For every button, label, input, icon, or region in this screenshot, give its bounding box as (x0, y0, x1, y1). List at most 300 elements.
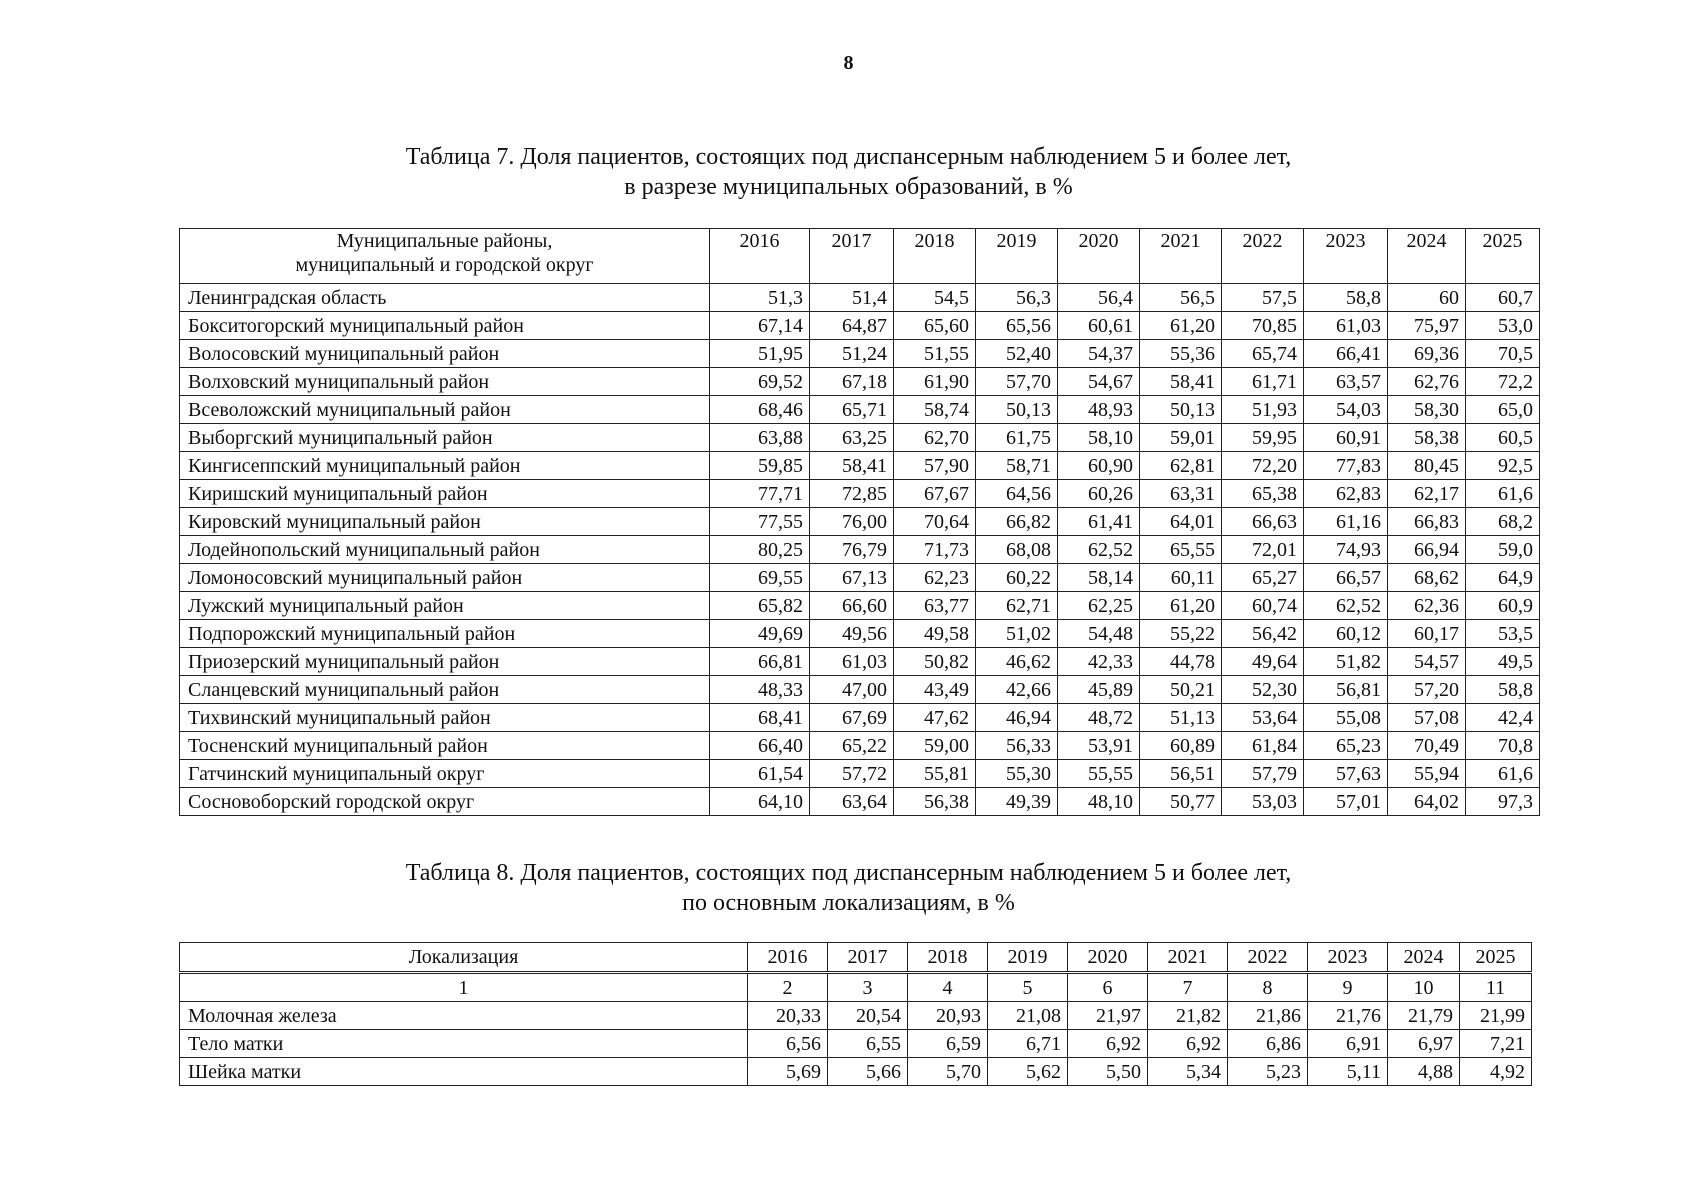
table7-cell: 64,01 (1140, 508, 1222, 536)
table7-cell: 75,97 (1388, 312, 1466, 340)
table7-cell: 57,90 (894, 452, 976, 480)
table7-cell: 52,40 (976, 340, 1058, 368)
table8-header-year: 2023 (1308, 943, 1388, 973)
table7-cell: 66,57 (1304, 564, 1388, 592)
table7-cell: 65,27 (1222, 564, 1304, 592)
table7-row-name: Приозерский муниципальный район (180, 648, 710, 676)
table8-header-year: 2020 (1068, 943, 1148, 973)
table7-cell: 53,64 (1222, 704, 1304, 732)
table8-column-number: 3 (828, 973, 908, 1002)
table7-cell: 60,17 (1388, 620, 1466, 648)
table7-cell: 66,94 (1388, 536, 1466, 564)
table8-row-name: Молочная железа (180, 1002, 748, 1030)
page-number: 8 (843, 52, 854, 74)
table7-header-year: 2020 (1058, 229, 1140, 284)
table7-cell: 65,22 (810, 732, 894, 760)
table7-cell: 54,67 (1058, 368, 1140, 396)
table7-cell: 60,61 (1058, 312, 1140, 340)
table7-cell: 61,41 (1058, 508, 1140, 536)
table8-column-number: 6 (1068, 973, 1148, 1002)
table7-cell: 76,00 (810, 508, 894, 536)
table7-cell: 65,55 (1140, 536, 1222, 564)
table7-cell: 62,23 (894, 564, 976, 592)
table7-row (180, 396, 1540, 424)
table7-cell: 67,14 (710, 312, 810, 340)
table8-header-year: 2022 (1228, 943, 1308, 973)
table7-row (180, 480, 1540, 508)
table7-cell: 43,49 (894, 676, 976, 704)
table7-row (180, 508, 1540, 536)
table7-row-name: Лодейнопольский муниципальный район (180, 536, 710, 564)
table7-row-name: Гатчинский муниципальный округ (180, 760, 710, 788)
table7-cell: 58,38 (1388, 424, 1466, 452)
table7-cell: 58,8 (1304, 284, 1388, 312)
table7-cell: 64,87 (810, 312, 894, 340)
table8-header-year: 2016 (748, 943, 828, 973)
table8-cell: 5,23 (1228, 1058, 1308, 1086)
table8-cell: 21,79 (1388, 1002, 1460, 1030)
table7-header-year: 2019 (976, 229, 1058, 284)
table7-cell: 58,74 (894, 396, 976, 424)
table7-cell: 72,2 (1466, 368, 1540, 396)
table7-cell: 57,72 (810, 760, 894, 788)
table7-cell: 58,8 (1466, 676, 1540, 704)
table7-cell: 65,60 (894, 312, 976, 340)
table7-cell: 68,08 (976, 536, 1058, 564)
table7-cell: 70,8 (1466, 732, 1540, 760)
table7-cell: 66,81 (710, 648, 810, 676)
table7-cell: 49,58 (894, 620, 976, 648)
table7-cell: 63,57 (1304, 368, 1388, 396)
table7-cell: 64,9 (1466, 564, 1540, 592)
table7-cell: 51,55 (894, 340, 976, 368)
table7-cell: 48,10 (1058, 788, 1140, 816)
table7-cell: 55,55 (1058, 760, 1140, 788)
table7-cell: 62,52 (1304, 592, 1388, 620)
table7-cell: 57,20 (1388, 676, 1466, 704)
table7-cell: 51,24 (810, 340, 894, 368)
table7-title (0, 142, 1697, 202)
table7-cell: 58,41 (810, 452, 894, 480)
table8-header-year: 2018 (908, 943, 988, 973)
table7-header-row (180, 229, 1540, 284)
table7-row-name: Ломоносовский муниципальный район (180, 564, 710, 592)
table8-column-number: 5 (988, 973, 1068, 1002)
table7-cell: 47,62 (894, 704, 976, 732)
table8-cell: 5,34 (1148, 1058, 1228, 1086)
table7-cell: 56,5 (1140, 284, 1222, 312)
table7-cell: 50,82 (894, 648, 976, 676)
table7-cell: 61,84 (1222, 732, 1304, 760)
table7-header-year: 2018 (894, 229, 976, 284)
table8-row (180, 1058, 1532, 1086)
table7-cell: 72,85 (810, 480, 894, 508)
table8-title-line1: Таблица 8. Доля пациентов, состоящих под диспансерным наблюдением 5 и более лет, (405, 860, 1292, 886)
table7-cell: 68,2 (1466, 508, 1540, 536)
table7-row (180, 788, 1540, 816)
table7-row (180, 704, 1540, 732)
table7-header-name (180, 229, 710, 284)
table7-cell: 58,41 (1140, 368, 1222, 396)
table8-column-number: 7 (1148, 973, 1228, 1002)
table7-cell: 68,62 (1388, 564, 1466, 592)
table7-header-year: 2024 (1388, 229, 1466, 284)
table7-cell: 58,10 (1058, 424, 1140, 452)
table8-column-number: 10 (1388, 973, 1460, 1002)
table7-cell: 56,38 (894, 788, 976, 816)
table7-cell: 60 (1388, 284, 1466, 312)
table8-cell: 21,08 (988, 1002, 1068, 1030)
table7-header-name-line2: муниципальный и городской округ (295, 254, 594, 276)
table7-cell: 57,08 (1388, 704, 1466, 732)
table7-cell: 48,72 (1058, 704, 1140, 732)
table7-row-name: Сланцевский муниципальный район (180, 676, 710, 704)
table7-cell: 46,62 (976, 648, 1058, 676)
table8-column-number: 1 (180, 973, 748, 1002)
table7-cell: 65,38 (1222, 480, 1304, 508)
table7-row-name: Бокситогорский муниципальный район (180, 312, 710, 340)
table7-cell: 60,7 (1466, 284, 1540, 312)
table7-row-name: Кировский муниципальный район (180, 508, 710, 536)
table7-cell: 72,20 (1222, 452, 1304, 480)
table7-cell: 49,39 (976, 788, 1058, 816)
table7-header-year: 2022 (1222, 229, 1304, 284)
table7-cell: 65,71 (810, 396, 894, 424)
table7-cell: 57,5 (1222, 284, 1304, 312)
table7-cell: 62,17 (1388, 480, 1466, 508)
table7-row-name: Тосненский муниципальный район (180, 732, 710, 760)
table7-cell: 49,69 (710, 620, 810, 648)
table7-row (180, 452, 1540, 480)
table7-cell: 63,64 (810, 788, 894, 816)
table8-cell: 6,92 (1068, 1030, 1148, 1058)
table7-row-name: Выборгский муниципальный район (180, 424, 710, 452)
table7-cell: 54,48 (1058, 620, 1140, 648)
table8-cell: 20,54 (828, 1002, 908, 1030)
table7-cell: 63,77 (894, 592, 976, 620)
table7-cell: 59,01 (1140, 424, 1222, 452)
table7-cell: 65,74 (1222, 340, 1304, 368)
table7-row (180, 760, 1540, 788)
table7-cell: 62,83 (1304, 480, 1388, 508)
table8-column-number: 4 (908, 973, 988, 1002)
table7-row-name: Подпорожский муниципальный район (180, 620, 710, 648)
table7-cell: 65,56 (976, 312, 1058, 340)
table7-cell: 48,33 (710, 676, 810, 704)
table7-title-line2: в разрезе муниципальных образований, в % (624, 174, 1073, 200)
table7-cell: 53,0 (1466, 312, 1540, 340)
table7-body (180, 284, 1540, 816)
table7-cell: 62,71 (976, 592, 1058, 620)
table7-header-year: 2023 (1304, 229, 1388, 284)
table8-row-name: Тело матки (180, 1030, 748, 1058)
table7-cell: 60,89 (1140, 732, 1222, 760)
table7-cell: 66,63 (1222, 508, 1304, 536)
table7-header-year: 2016 (710, 229, 810, 284)
table7-cell: 56,4 (1058, 284, 1140, 312)
table7-cell: 70,85 (1222, 312, 1304, 340)
table8-header-year: 2025 (1460, 943, 1532, 973)
table7-cell: 55,08 (1304, 704, 1388, 732)
table7-cell: 50,77 (1140, 788, 1222, 816)
table8-title (0, 858, 1697, 918)
table8-cell: 6,55 (828, 1030, 908, 1058)
table7-cell: 66,82 (976, 508, 1058, 536)
table7-cell: 55,30 (976, 760, 1058, 788)
table7-cell: 56,51 (1140, 760, 1222, 788)
table7-cell: 59,85 (710, 452, 810, 480)
table7-cell: 52,30 (1222, 676, 1304, 704)
table7-cell: 67,13 (810, 564, 894, 592)
table7-cell: 51,13 (1140, 704, 1222, 732)
table8-header-year: 2021 (1148, 943, 1228, 973)
table8-header-name: Локализация (180, 943, 748, 973)
table7-row-name: Волосовский муниципальный район (180, 340, 710, 368)
table7-cell: 74,93 (1304, 536, 1388, 564)
table7-cell: 50,13 (1140, 396, 1222, 424)
table7-cell: 61,90 (894, 368, 976, 396)
table7-cell: 48,93 (1058, 396, 1140, 424)
table7-cell: 62,76 (1388, 368, 1466, 396)
table8-header-year: 2017 (828, 943, 908, 973)
table7-cell: 60,22 (976, 564, 1058, 592)
table7-cell: 69,36 (1388, 340, 1466, 368)
table8-row (180, 1002, 1532, 1030)
table7-cell: 61,20 (1140, 312, 1222, 340)
table7-cell: 56,3 (976, 284, 1058, 312)
table7-header-name-line1: Муниципальные районы, (336, 230, 553, 252)
table7-row-name: Кингисеппский муниципальный район (180, 452, 710, 480)
table7-cell: 44,78 (1140, 648, 1222, 676)
table8-row-name: Шейка матки (180, 1058, 748, 1086)
table7-row (180, 312, 1540, 340)
table7-cell: 76,79 (810, 536, 894, 564)
table7-row-name: Тихвинский муниципальный район (180, 704, 710, 732)
table7-row (180, 648, 1540, 676)
table7-row (180, 536, 1540, 564)
table7-cell: 55,22 (1140, 620, 1222, 648)
table8-column-number-row (180, 973, 1532, 1002)
table7-row-name: Сосновоборский городской округ (180, 788, 710, 816)
table8-cell: 21,99 (1460, 1002, 1532, 1030)
table7-cell: 70,64 (894, 508, 976, 536)
table7-cell: 60,11 (1140, 564, 1222, 592)
table7-cell: 49,56 (810, 620, 894, 648)
table8-column-number: 9 (1308, 973, 1388, 1002)
table8-body (180, 973, 1532, 1086)
table7-cell: 56,33 (976, 732, 1058, 760)
table7-cell: 60,26 (1058, 480, 1140, 508)
table8-cell: 6,71 (988, 1030, 1068, 1058)
table7-cell: 63,25 (810, 424, 894, 452)
table7-cell: 57,01 (1304, 788, 1388, 816)
table7-cell: 64,10 (710, 788, 810, 816)
table7-cell: 56,42 (1222, 620, 1304, 648)
table8-cell: 5,69 (748, 1058, 828, 1086)
table7-cell: 62,36 (1388, 592, 1466, 620)
table8-cell: 21,86 (1228, 1002, 1308, 1030)
table7-cell: 72,01 (1222, 536, 1304, 564)
table7-cell: 58,14 (1058, 564, 1140, 592)
table7-cell: 51,3 (710, 284, 810, 312)
table7-cell: 77,71 (710, 480, 810, 508)
table8-column-number: 2 (748, 973, 828, 1002)
table7-cell: 57,79 (1222, 760, 1304, 788)
table8-cell: 6,92 (1148, 1030, 1228, 1058)
table7-cell: 67,18 (810, 368, 894, 396)
table7-cell: 55,36 (1140, 340, 1222, 368)
table7-header-year: 2017 (810, 229, 894, 284)
table7-row (180, 340, 1540, 368)
table7-row-name: Лужский муниципальный район (180, 592, 710, 620)
table7-cell: 64,56 (976, 480, 1058, 508)
table7-cell: 60,74 (1222, 592, 1304, 620)
table7-cell: 54,37 (1058, 340, 1140, 368)
table8 (179, 942, 1532, 1086)
table8-cell: 5,66 (828, 1058, 908, 1086)
table7-cell: 70,5 (1466, 340, 1540, 368)
table8-header-year: 2024 (1388, 943, 1460, 973)
table7-cell: 68,46 (710, 396, 810, 424)
table7-cell: 66,40 (710, 732, 810, 760)
table7-cell: 65,0 (1466, 396, 1540, 424)
table7-cell: 61,03 (1304, 312, 1388, 340)
table7-cell: 42,33 (1058, 648, 1140, 676)
table7-cell: 80,45 (1388, 452, 1466, 480)
table7-cell: 66,60 (810, 592, 894, 620)
table8-cell: 6,91 (1308, 1030, 1388, 1058)
table8-cell: 6,97 (1388, 1030, 1460, 1058)
table7-row (180, 592, 1540, 620)
table7-cell: 61,6 (1466, 760, 1540, 788)
table8-header-year: 2019 (988, 943, 1068, 973)
table7-cell: 70,49 (1388, 732, 1466, 760)
table7-row (180, 564, 1540, 592)
table7-cell: 51,82 (1304, 648, 1388, 676)
table7-cell: 60,91 (1304, 424, 1388, 452)
table7-cell: 71,73 (894, 536, 976, 564)
table7-row (180, 676, 1540, 704)
table7-cell: 58,71 (976, 452, 1058, 480)
table7-cell: 59,00 (894, 732, 976, 760)
table7-cell: 55,94 (1388, 760, 1466, 788)
table7-cell: 60,5 (1466, 424, 1540, 452)
table7-cell: 57,70 (976, 368, 1058, 396)
table7-cell: 69,52 (710, 368, 810, 396)
table7-cell: 77,55 (710, 508, 810, 536)
table7-cell: 42,4 (1466, 704, 1540, 732)
table7-cell: 68,41 (710, 704, 810, 732)
table8-cell: 20,33 (748, 1002, 828, 1030)
table7-cell: 59,95 (1222, 424, 1304, 452)
table7-header-year: 2025 (1466, 229, 1540, 284)
table8-cell: 4,92 (1460, 1058, 1532, 1086)
table7-cell: 66,41 (1304, 340, 1388, 368)
table7-cell: 61,03 (810, 648, 894, 676)
table7-cell: 66,83 (1388, 508, 1466, 536)
table8-column-number: 8 (1228, 973, 1308, 1002)
table7-cell: 51,4 (810, 284, 894, 312)
table7-row (180, 732, 1540, 760)
table7-cell: 60,90 (1058, 452, 1140, 480)
table7-cell: 46,94 (976, 704, 1058, 732)
table7-row-name: Киришский муниципальный район (180, 480, 710, 508)
table8-cell: 4,88 (1388, 1058, 1460, 1086)
table7-cell: 53,03 (1222, 788, 1304, 816)
table7-cell: 67,67 (894, 480, 976, 508)
table7-row (180, 620, 1540, 648)
table7-cell: 51,02 (976, 620, 1058, 648)
table7-cell: 61,75 (976, 424, 1058, 452)
table8-column-number: 11 (1460, 973, 1532, 1002)
table7-cell: 63,88 (710, 424, 810, 452)
table7-cell: 67,69 (810, 704, 894, 732)
table7-cell: 50,13 (976, 396, 1058, 424)
table7-row (180, 424, 1540, 452)
table7-cell: 61,16 (1304, 508, 1388, 536)
table7-cell: 45,89 (1058, 676, 1140, 704)
table7-cell: 69,55 (710, 564, 810, 592)
table8-cell: 21,82 (1148, 1002, 1228, 1030)
table7-cell: 51,93 (1222, 396, 1304, 424)
table7-cell: 65,82 (710, 592, 810, 620)
table7-header-year: 2021 (1140, 229, 1222, 284)
table8-cell: 5,50 (1068, 1058, 1148, 1086)
table8-cell: 7,21 (1460, 1030, 1532, 1058)
table8-cell: 5,62 (988, 1058, 1068, 1086)
table7-row (180, 368, 1540, 396)
table7 (179, 228, 1540, 816)
table7-row-name: Ленинградская область (180, 284, 710, 312)
table7-cell: 61,54 (710, 760, 810, 788)
table7-cell: 57,63 (1304, 760, 1388, 788)
table7-cell: 77,83 (1304, 452, 1388, 480)
table7-cell: 62,52 (1058, 536, 1140, 564)
table7-cell: 65,23 (1304, 732, 1388, 760)
table7-cell: 92,5 (1466, 452, 1540, 480)
table7-cell: 61,71 (1222, 368, 1304, 396)
table7-cell: 54,5 (894, 284, 976, 312)
table7-cell: 60,9 (1466, 592, 1540, 620)
table7-cell: 60,12 (1304, 620, 1388, 648)
table7-row (180, 284, 1540, 312)
table8-cell: 21,76 (1308, 1002, 1388, 1030)
table7-cell: 55,81 (894, 760, 976, 788)
table7-cell: 47,00 (810, 676, 894, 704)
table7-cell: 63,31 (1140, 480, 1222, 508)
table7-cell: 54,57 (1388, 648, 1466, 676)
table8-cell: 20,93 (908, 1002, 988, 1030)
table7-cell: 42,66 (976, 676, 1058, 704)
table7-cell: 64,02 (1388, 788, 1466, 816)
table8-row (180, 1030, 1532, 1058)
table7-cell: 80,25 (710, 536, 810, 564)
table8-cell: 21,97 (1068, 1002, 1148, 1030)
table8-title-line2: по основным локализациям, в % (682, 890, 1015, 916)
table7-cell: 54,03 (1304, 396, 1388, 424)
table7-cell: 50,21 (1140, 676, 1222, 704)
table7-row-name: Всеволожский муниципальный район (180, 396, 710, 424)
table7-title-line1: Таблица 7. Доля пациентов, состоящих под диспансерным наблюдением 5 и более лет, (405, 144, 1292, 170)
table8-cell: 6,56 (748, 1030, 828, 1058)
table7-cell: 58,30 (1388, 396, 1466, 424)
table7-row-name: Волховский муниципальный район (180, 368, 710, 396)
table7-cell: 53,5 (1466, 620, 1540, 648)
table7-cell: 61,6 (1466, 480, 1540, 508)
table7-cell: 62,70 (894, 424, 976, 452)
table7-cell: 62,81 (1140, 452, 1222, 480)
table7-cell: 49,5 (1466, 648, 1540, 676)
